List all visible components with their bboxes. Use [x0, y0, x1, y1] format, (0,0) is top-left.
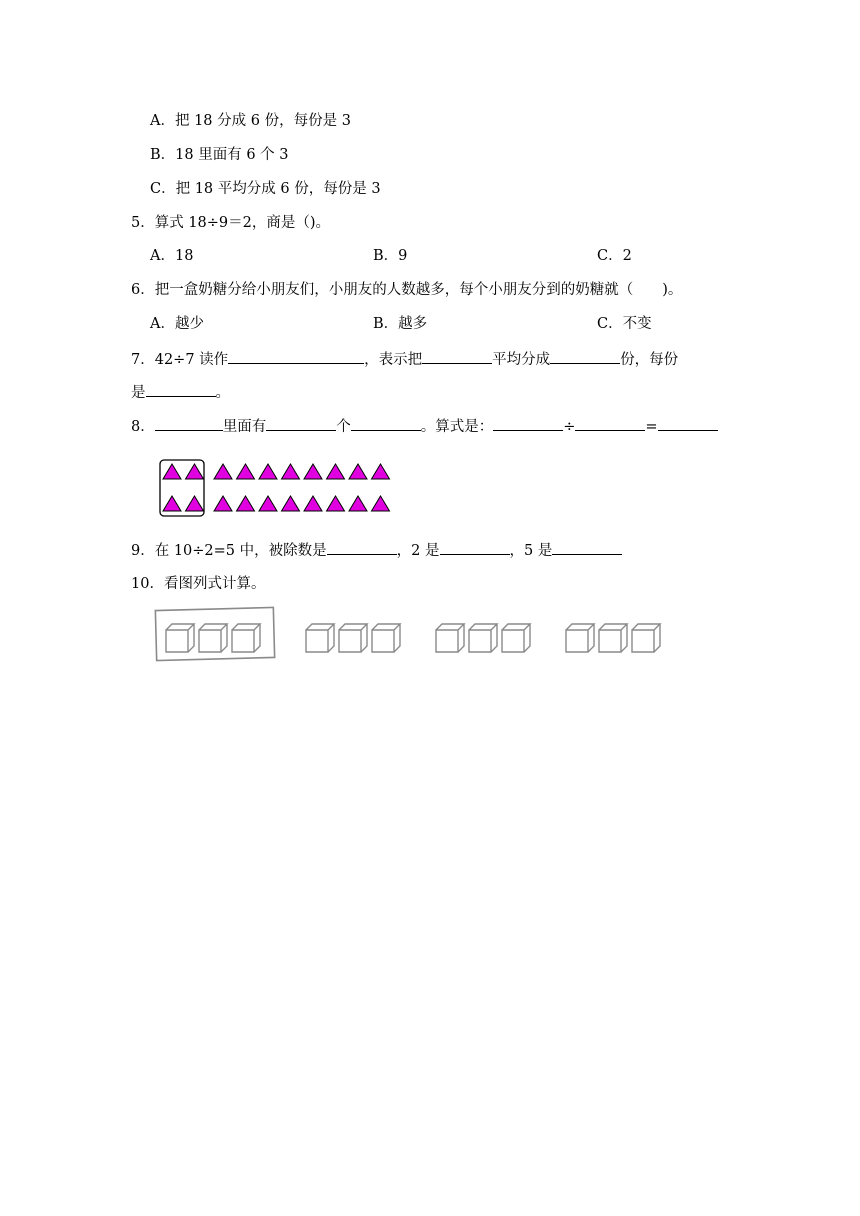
triangle-icon: [259, 496, 277, 511]
triangle-icon: [349, 464, 367, 479]
q5-stem: 5．算式 18÷9＝2，商是（)。: [131, 215, 331, 231]
triangle-icon: [259, 464, 277, 479]
q8-text-1: 8．: [131, 419, 155, 435]
q7-text-1: 7．42÷7 读作: [131, 352, 229, 368]
cube-icon: [469, 624, 497, 652]
cube-icon: [566, 624, 594, 652]
triangle-icon: [214, 496, 232, 511]
cube-icon: [166, 624, 194, 652]
q4-option-b: B．18 里面有 6 个 3: [150, 147, 289, 163]
q9-blank-quotient[interactable]: [552, 540, 622, 555]
q7-text-2: ，表示把: [364, 352, 423, 368]
q8-text-4: 。算式是：: [420, 419, 494, 435]
triangle-icon: [304, 464, 322, 479]
q9-text-1: 9．在 10÷2=5 中，被除数是: [131, 543, 327, 559]
q5-option-a: A．18: [150, 248, 194, 264]
q8-line: [131, 416, 718, 437]
q7-blank-dividend[interactable]: [422, 349, 492, 364]
q7-line-1: [131, 349, 678, 370]
cube-icon: [599, 624, 627, 652]
q10-cube-figure: [150, 604, 690, 664]
q6-option-c: C．不变: [597, 316, 652, 332]
triangle-icon: [327, 464, 345, 479]
triangle-icon: [282, 464, 300, 479]
q7-text-6: 。: [215, 385, 230, 401]
triangle-icon: [349, 496, 367, 511]
q8-text-3: 个: [336, 419, 351, 435]
q8-blank-3[interactable]: [351, 416, 421, 431]
cube-icon: [339, 624, 367, 652]
q8-text-5: ÷: [563, 419, 576, 435]
triangle-icon: [237, 496, 255, 511]
triangle-icon: [372, 464, 390, 479]
q7-blank-parts[interactable]: [550, 349, 620, 364]
q8-triangle-figure: [158, 458, 388, 518]
q7-text-4: 份，每份: [620, 352, 679, 368]
q8-text-2: 里面有: [222, 419, 267, 435]
triangle-icon: [304, 496, 322, 511]
cube-icon: [502, 624, 530, 652]
q8-blank-quotient[interactable]: [658, 416, 718, 431]
triangle-icon: [186, 464, 204, 479]
q5-option-c: C．2: [597, 248, 632, 264]
q6-stem: 6．把一盒奶糖分给小朋友们，小朋友的人数越多，每个小朋友分到的奶糖就（ )。: [131, 282, 683, 298]
cube-icon: [436, 624, 464, 652]
q6-option-a: A．越少: [150, 316, 204, 332]
q9-blank-divisor[interactable]: [440, 540, 510, 555]
q9-line: [131, 540, 622, 561]
cube-icon: [199, 624, 227, 652]
triangle-icon: [282, 496, 300, 511]
triangle-icon: [186, 496, 204, 511]
triangle-icon: [163, 464, 181, 479]
q4-option-a: A．把 18 分成 6 份，每份是 3: [150, 113, 351, 129]
triangle-icon: [327, 496, 345, 511]
q4-option-c: C．把 18 平均分成 6 份，每份是 3: [150, 181, 381, 197]
q5-option-b: B．9: [373, 248, 408, 264]
q9-text-2: ，2 是: [396, 543, 440, 559]
q7-text-5: 是: [131, 385, 146, 401]
q6-option-b: B．越多: [373, 316, 428, 332]
q10-stem: 10．看图列式计算。: [131, 576, 266, 592]
triangle-icon: [372, 496, 390, 511]
triangle-icon: [163, 496, 181, 511]
cube-icon: [372, 624, 400, 652]
q7-line-2: [131, 382, 230, 403]
q8-blank-divisor[interactable]: [575, 416, 645, 431]
triangle-icon: [237, 464, 255, 479]
q9-text-3: ，5 是: [509, 543, 553, 559]
q8-text-6: =: [645, 419, 658, 435]
q7-text-3: 平均分成: [492, 352, 551, 368]
cube-icon: [306, 624, 334, 652]
q8-blank-2[interactable]: [266, 416, 336, 431]
cube-icon: [632, 624, 660, 652]
q7-blank-reading[interactable]: [228, 349, 364, 364]
q8-blank-dividend[interactable]: [493, 416, 563, 431]
q7-blank-each[interactable]: [146, 382, 216, 397]
cube-icon: [232, 624, 260, 652]
q9-blank-dividend[interactable]: [327, 540, 397, 555]
q8-blank-1[interactable]: [155, 416, 223, 431]
triangle-icon: [214, 464, 232, 479]
